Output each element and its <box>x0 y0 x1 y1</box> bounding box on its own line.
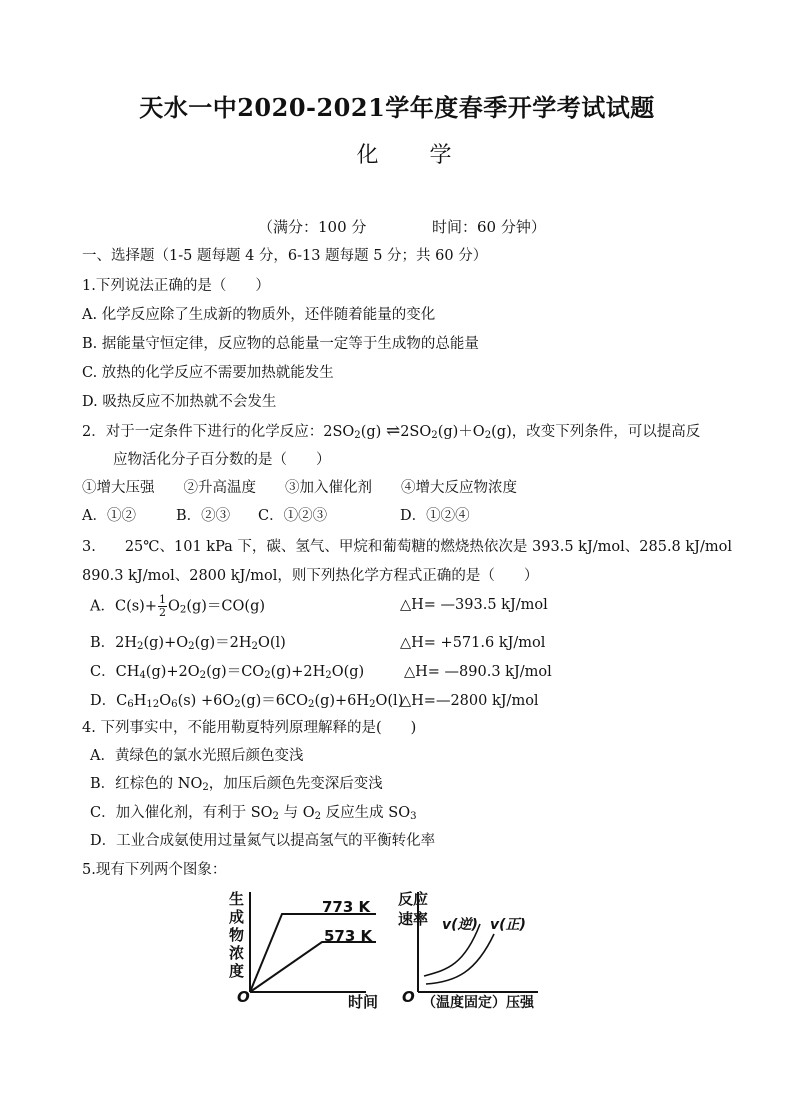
question-1-option-a: A. 化学反应除了生成新的物质外，还伴随着能量的变化 <box>82 307 436 323</box>
graph1-label-573k: 573 K <box>324 927 373 945</box>
question-3-option-d: D．$C_6H_{12}O_6(s) +6O_2(g)=6CO_2(g)+6H_2O(l)$ <box>90 693 404 710</box>
graph1-origin: O <box>237 988 250 1006</box>
graph1-ylabel-0: 生 <box>229 890 245 908</box>
question-2-option-a: A．①② <box>82 508 136 524</box>
question-3-option-c: C．$CH_4(g)+2O_2(g)=CO_2(g)+2H_2O(g)$ <box>90 664 365 681</box>
question-2-stem: 2．对于一定条件下进行的化学反应：$2SO_2(g)$ $\rightleftharpoons 2SO_2(g)+O_2(g)$，改变下列条件，可以提高反 <box>82 421 701 441</box>
question-2-option-c: C．①②③ <box>258 508 328 524</box>
exam-time: 时间：60 分钟） <box>432 218 546 236</box>
page-title: 天水一中2020-2021学年度春季开学考试试题 <box>139 93 655 122</box>
question-3-option-a: A．C(s)+ $\frac{1}{2}$ $O_2(g)=CO(g)$ <box>90 593 266 619</box>
question-3-option-a-dh: △H= —393.5 kJ/mol <box>400 597 548 613</box>
graph2-label-forward: v(正) <box>490 917 526 933</box>
graph-concentration-time <box>226 884 388 1014</box>
graph2-origin: O <box>402 988 415 1006</box>
graph2-ylabel-0: 反应 <box>398 890 429 908</box>
full-score: （满分：100 分 <box>258 218 367 236</box>
question-4-option-b: B．红棕色的 $NO_2$，加压后颜色先变深后变浅 <box>90 776 383 793</box>
graph1-xlabel: 时间 <box>348 993 379 1011</box>
graph1-ylabel-1: 成 <box>229 908 245 926</box>
question-1-option-c: C. 放热的化学反应不需要加热就能发生 <box>82 365 334 381</box>
question-3-option-c-dh: △H= —890.3 kJ/mol <box>404 664 552 680</box>
graph2-ylabel-1: 速率 <box>398 910 429 928</box>
question-5-stem: 5.现有下列两个图象： <box>82 862 227 878</box>
graph1-curve-773k <box>250 914 376 992</box>
question-4-option-c: C．加入催化剂，有利于 $SO_2$ 与 $O_2$ 反应生成 $SO_3$ <box>90 805 417 822</box>
graph2-xlabel: （温度固定）压强 <box>422 995 534 1011</box>
question-1-option-b: B. 据能量守恒定律，反应物的总能量一定等于生成物的总能量 <box>82 336 479 352</box>
question-3-option-b: B．$2H_2(g)+O_2(g)=2H_2O(l)$ <box>90 635 286 652</box>
graph1-curve-573k <box>250 942 376 992</box>
graph-rate-pressure <box>398 884 564 1014</box>
graph1-ylabel-4: 度 <box>229 962 245 980</box>
question-4-option-a: A．黄绿色的氯水光照后颜色变浅 <box>90 748 304 764</box>
question-1-option-d: D. 吸热反应不加热就不会发生 <box>82 394 277 410</box>
graph1-ylabel-3: 浓 <box>229 944 245 962</box>
question-3-stem-cont: 890.3 kJ/mol、2800 kJ/mol，则下列热化学方程式正确的是（ ） <box>82 568 539 584</box>
subject-title: 化 学 <box>356 143 474 168</box>
question-2-conditions: ①增大压强 ②升高温度 ③加入催化剂 ④增大反应物浓度 <box>82 480 517 496</box>
graph2-label-reverse: v(逆) <box>442 917 478 933</box>
question-2-option-d: D．①②④ <box>400 508 470 524</box>
question-3-stem: 3. 25℃、101 kPa 下，碳、氢气、甲烷和葡萄糖的燃烧热依次是 393.5 kJ/mol、285.8 kJ/mol <box>82 539 732 555</box>
fraction-half: $\frac{1}{2}$ <box>158 593 166 619</box>
section-heading: 一、选择题（1-5 题每题 4 分，6-13 题每题 5 分；共 60 分） <box>82 248 488 264</box>
question-4-stem: 4. 下列事实中，不能用勒夏特列原理解释的是( ) <box>82 720 417 736</box>
question-3-option-b-dh: △H= +571.6 kJ/mol <box>400 635 546 651</box>
question-2-option-b: B．②③ <box>176 508 231 524</box>
question-1-stem: 1.下列说法正确的是（ ） <box>82 278 270 294</box>
equilibrium-arrow: ⇌ <box>385 421 401 441</box>
graph1-ylabel-2: 物 <box>229 926 245 944</box>
question-3-option-d-dh: △H=—2800 kJ/mol <box>400 693 539 709</box>
question-4-option-d: D．工业合成氨使用过量氮气以提高氢气的平衡转化率 <box>90 833 436 849</box>
question-2-stem-cont: 应物活化分子百分数的是（ ） <box>113 452 331 468</box>
graph1-label-773k: 773 K <box>322 898 371 916</box>
